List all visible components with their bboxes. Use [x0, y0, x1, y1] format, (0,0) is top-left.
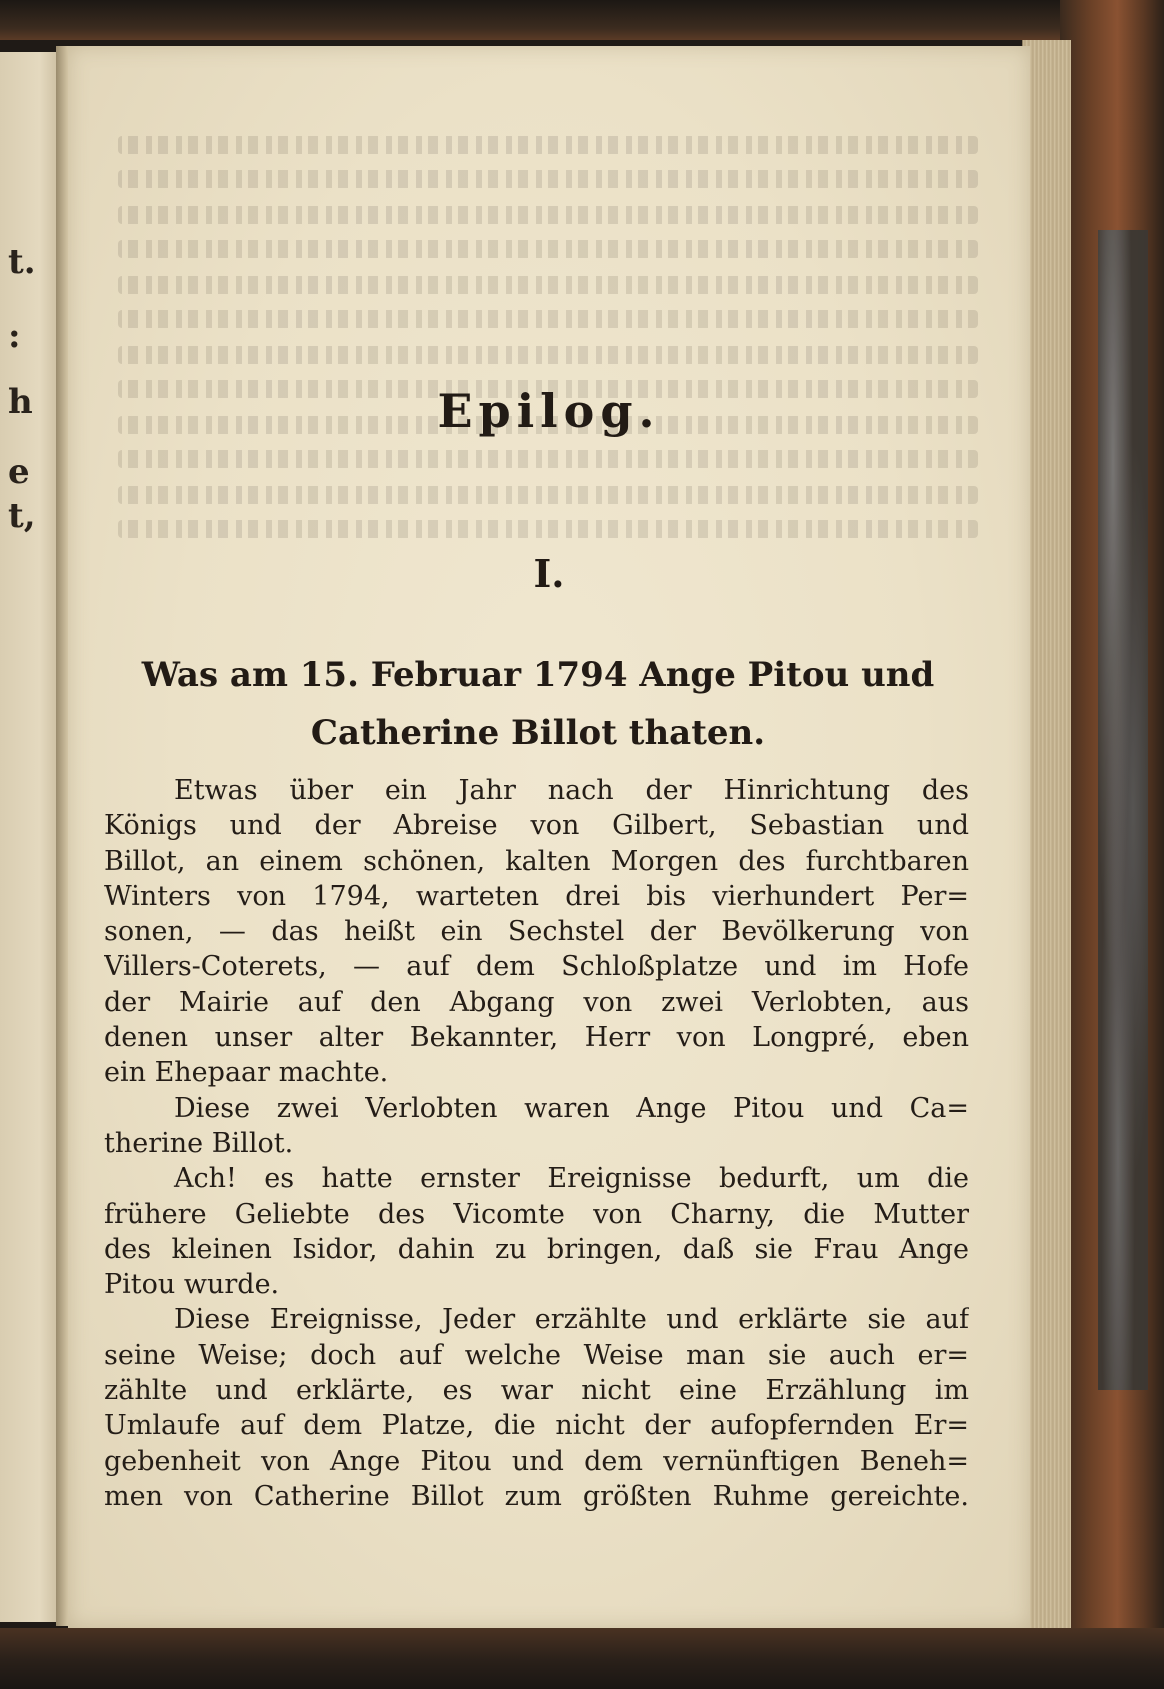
chapter-heading — [98, 646, 978, 762]
book-page — [68, 46, 1030, 1628]
text-line: Winters von 1794, warteten drei bis vierhundert Per= — [104, 880, 969, 912]
book-cover-bottom — [0, 1628, 1164, 1689]
text-line: Villers-Coterets, — auf dem Schloßplatze und im Hofe — [104, 951, 969, 983]
chapter-heading-line: Was am 15. Februar 1794 Ange Pitou und — [141, 655, 935, 695]
text-line: Umlaufe auf dem Platze, die nicht der aufopfernden Er= — [104, 1410, 969, 1442]
body-text — [104, 773, 969, 1514]
book-cover-top — [0, 0, 1164, 40]
text-line: ein Ehepaar machte. — [104, 1057, 389, 1089]
chapter-number: I. — [533, 551, 565, 596]
page-title: Epilog. — [437, 384, 661, 438]
text-line: der Mairie auf den Abgang von zwei Verlobten, aus — [104, 986, 969, 1018]
text-line: des kleinen Isidor, dahin zu bringen, daß sie Frau Ange — [104, 1233, 969, 1265]
show-through-text — [98, 136, 978, 576]
text-line: Ach! es hatte ernster Ereignisse bedurft, um die — [174, 1163, 969, 1195]
facing-page-glyph: e — [8, 452, 30, 492]
text-line: sonen, — das heißt ein Sechstel der Bevölkerung von — [104, 916, 969, 948]
text-line: Diese zwei Verlobten waren Ange Pitou und Ca= — [174, 1092, 969, 1124]
text-line: Diese Ereignisse, Jeder erzählte und erklärte sie auf — [174, 1304, 969, 1336]
facing-page-glyph: t. — [8, 242, 36, 282]
text-line: denen unser alter Bekannter, Herr von Longpré, eben — [104, 1022, 969, 1054]
text-line: men von Catherine Billot zum größten Ruhme gereichte. — [104, 1480, 969, 1512]
text-line: Pitou wurde. — [104, 1269, 280, 1301]
facing-page-glyph: : — [8, 316, 21, 356]
marbled-cover-pattern — [1098, 230, 1148, 1390]
chapter-heading-line: Catherine Billot thaten. — [310, 713, 766, 753]
text-line: zählte und erklärte, es war nicht eine Erzählung im — [104, 1375, 969, 1407]
text-line: Billot, an einem schönen, kalten Morgen des furchtbaren — [104, 845, 969, 877]
text-line: seine Weise; doch auf welche Weise man sie auch er= — [104, 1339, 969, 1371]
text-line: Etwas über ein Jahr nach der Hinrichtung des — [174, 775, 969, 806]
text-line: frühere Geliebte des Vicomte von Charny, die Mutter — [104, 1198, 969, 1230]
text-line: gebenheit von Ange Pitou und dem vernünftigen Beneh= — [104, 1445, 969, 1477]
text-line: Königs und der Abreise von Gilbert, Sebastian und — [104, 810, 969, 842]
facing-page-glyph: h — [8, 382, 33, 422]
text-line: therine Billot. — [104, 1127, 294, 1159]
facing-page-glyph: t, — [8, 496, 36, 536]
